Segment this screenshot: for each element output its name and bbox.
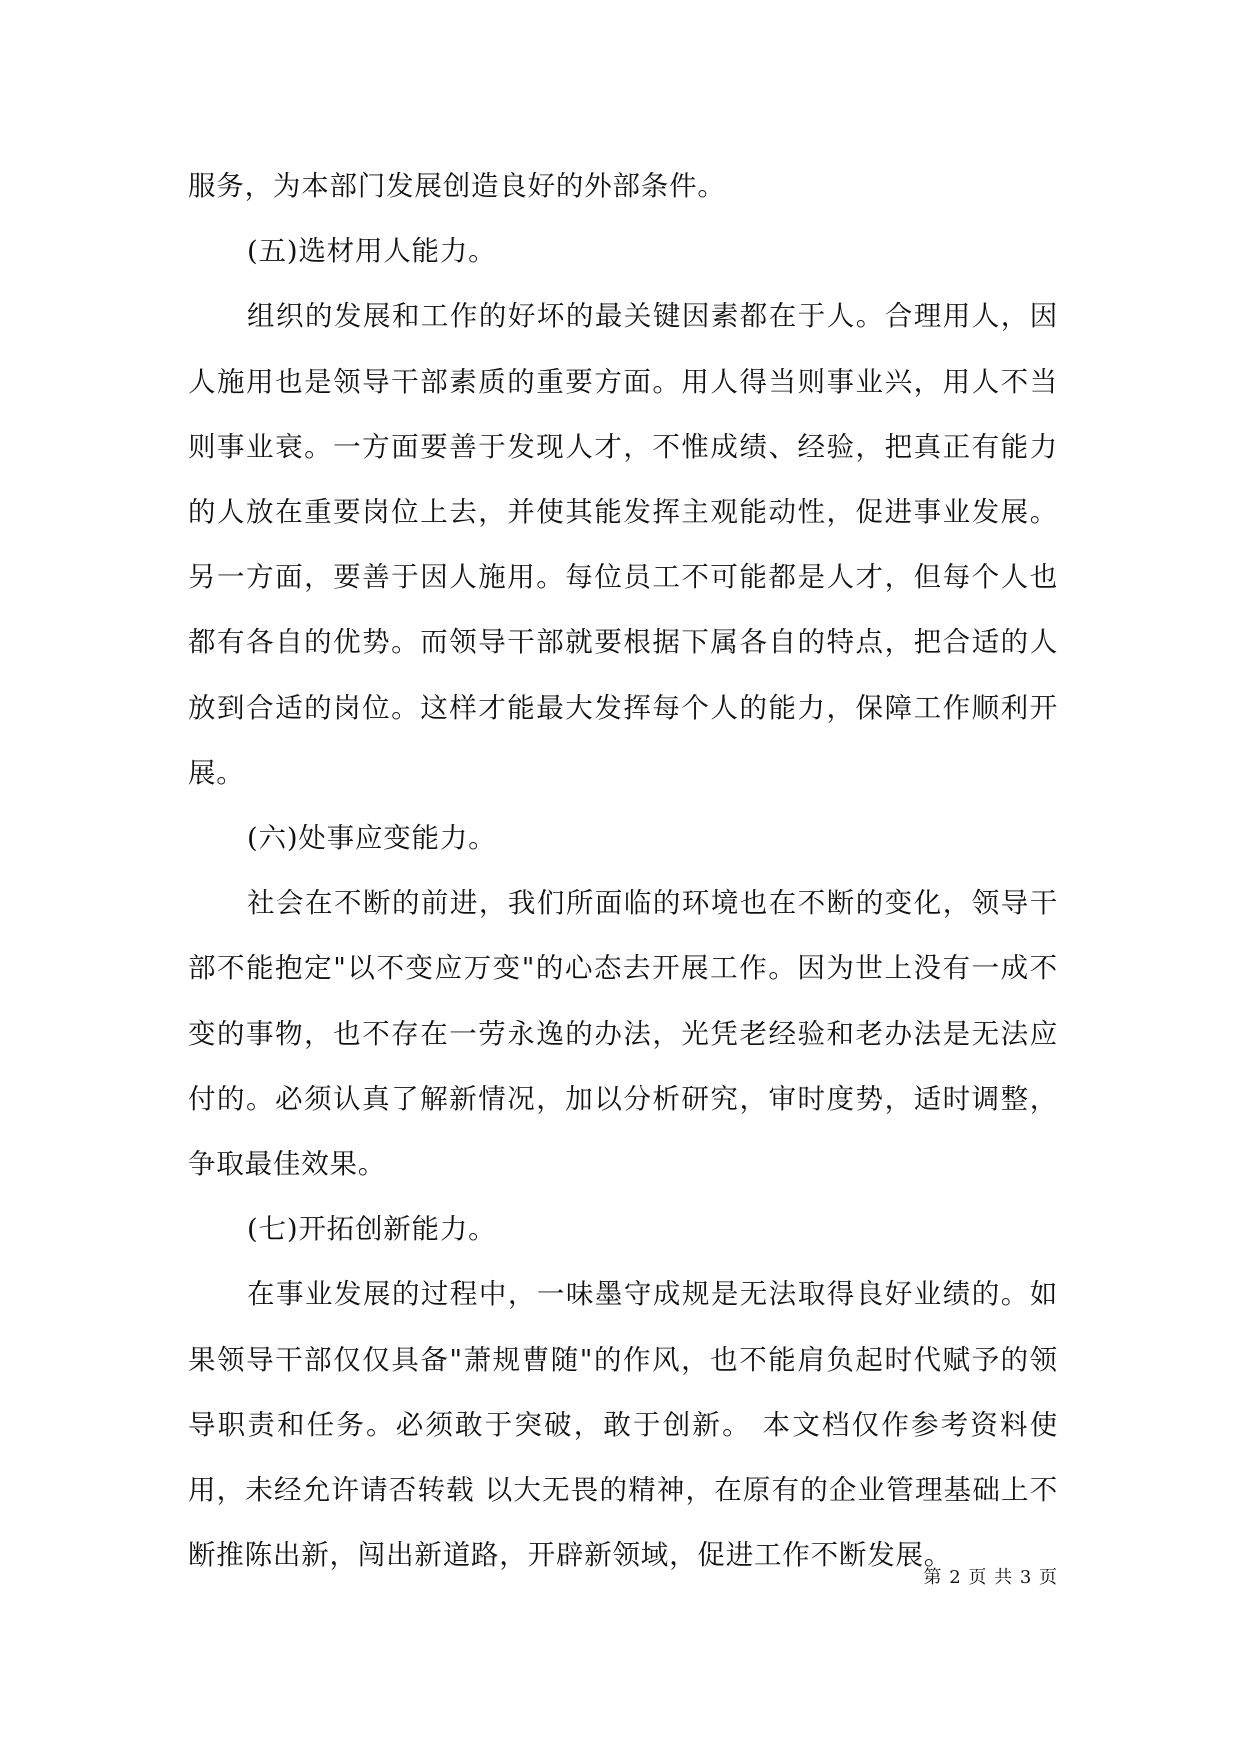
section-heading-6: (六)处事应变能力。 xyxy=(247,822,497,855)
document-body xyxy=(188,154,1058,1588)
paragraph-innovation: 在事业发展的过程中，一味墨守成规是无法取得良好业绩的。如果领导干部仅仅具备"萧规曹随"的作风，也不能肩负起时代赋予的领导职责和任务。必须敢于突破，敢于创新。 本文档仅作参考资料使用，未经允许请否转载 以大无畏的精神，在原有的企业管理基础上不断推陈出新，闯出新道路，开辟新领域，促进工作不断发展。 xyxy=(188,1278,1058,1572)
paragraph-talent-selection: 组织的发展和工作的好坏的最关键因素都在于人。合理用人，因人施用也是领导干部素质的重要方面。用人得当则事业兴，用人不当则事业衰。一方面要善于发现人才，不惟成绩、经验，把真正有能力的人放在重要岗位上去，并使其能发挥主观能动性，促进事业发展。另一方面，要善于因人施用。每位员工不可能都是人才，但每个人也都有各自的优势。而领导干部就要根据下属各自的特点，把合适的人放到合适的岗位。这样才能最大发挥每个人的能力，保障工作顺利开展。 xyxy=(188,300,1058,789)
page-number-footer: 第 2 页 共 3 页 xyxy=(923,1567,1058,1588)
section-heading-5: (五)选材用人能力。 xyxy=(247,235,497,268)
paragraph-continuation: 服务，为本部门发展创造良好的外部条件。 xyxy=(188,170,726,202)
paragraph-adaptability: 社会在不断的前进，我们所面临的环境也在不断的变化，领导干部不能抱定"以不变应万变"的心态去开展工作。因为世上没有一成不变的事物，也不存在一劳永逸的办法，光凭老经验和老办法是无法应付的。必须认真了解新情况，加以分析研究，审时度势，适时调整，争取最佳效果。 xyxy=(188,887,1058,1181)
section-heading-7: (七)开拓创新能力。 xyxy=(247,1213,497,1246)
